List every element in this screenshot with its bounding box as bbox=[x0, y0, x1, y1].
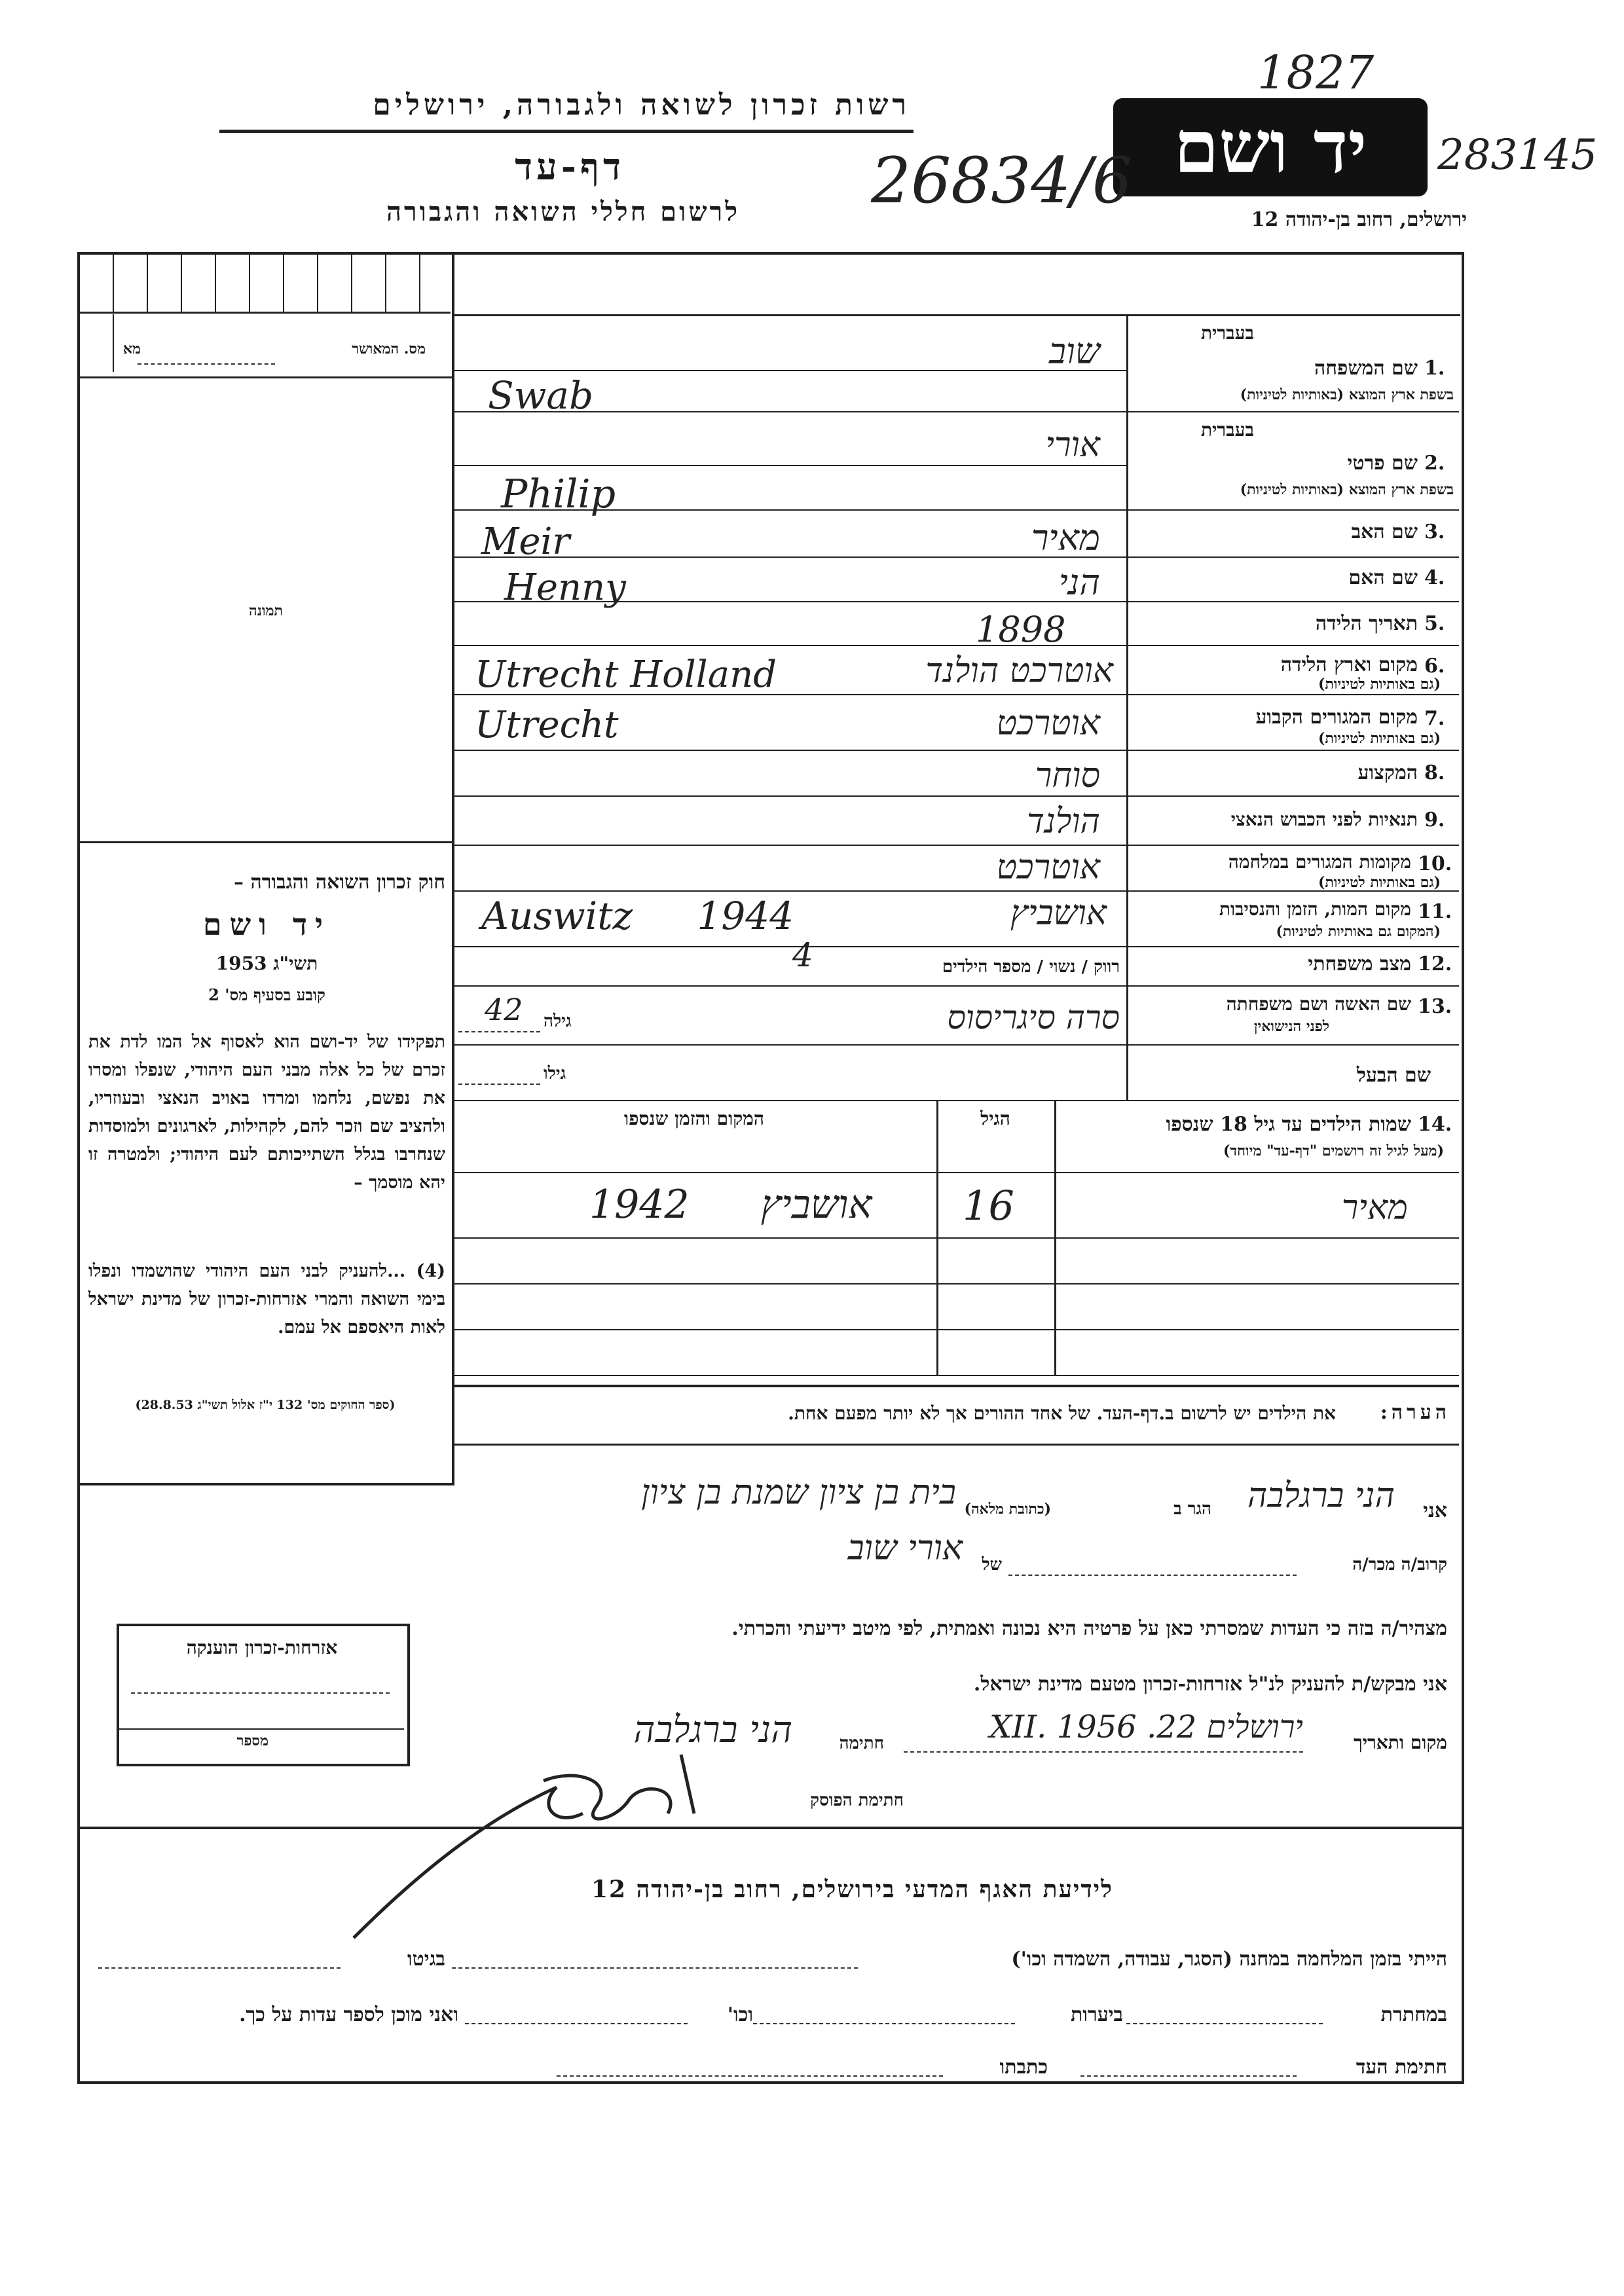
field13-he[interactable]: סרה סיגריסוס bbox=[947, 998, 1120, 1036]
law-panel-bottom bbox=[80, 1483, 454, 1485]
footer-testimony: ואני מוכן לספר עדות על כך. bbox=[239, 2003, 458, 2026]
declarant-ani: אני bbox=[1423, 1499, 1447, 1522]
footer-ghetto: בגיטו bbox=[407, 1948, 445, 1971]
field10-sub: (גם באותיות לטיניות) bbox=[1318, 874, 1441, 891]
field7-num: 7. bbox=[1424, 707, 1445, 730]
address: ירושלים, רחוב בן-יהודה 12 bbox=[1251, 208, 1467, 231]
field2-num: 2. bbox=[1424, 452, 1445, 475]
field6-he[interactable]: אוטרכט הולנד bbox=[925, 651, 1113, 691]
ref-handwritten: 26834/6 bbox=[871, 144, 1132, 217]
photo-box-bottom bbox=[80, 841, 452, 843]
field12-label: מצב משפחתי bbox=[1308, 953, 1411, 975]
children-num: 14. bbox=[1418, 1113, 1452, 1136]
field1-label: שם המשפחה bbox=[1314, 357, 1418, 380]
row-line bbox=[453, 845, 1459, 846]
approval-label-2: מא bbox=[122, 340, 141, 357]
field4-he[interactable]: הני bbox=[1058, 562, 1100, 603]
field2-lang: בעברית bbox=[1200, 419, 1254, 441]
husband-label: שם הבעל bbox=[1356, 1064, 1431, 1087]
field1-he[interactable]: שוב bbox=[1048, 331, 1100, 372]
relation-line bbox=[1008, 1575, 1297, 1576]
footer-camp: הייתי בזמן המלחמה במחנה (הסגר, עבודה, השמדה וכו') bbox=[1011, 1948, 1447, 1971]
row-line bbox=[453, 985, 1459, 987]
declarant-name[interactable]: הני ברגלבה bbox=[1247, 1476, 1395, 1516]
row-line bbox=[453, 795, 1459, 797]
field13-age-label: גילה bbox=[544, 1011, 572, 1031]
field11-label: מקום המות, הזמן והנסיבות bbox=[1219, 898, 1411, 920]
declarant-signature[interactable]: הני ברגלבה bbox=[633, 1709, 792, 1751]
residing-label: הגר ב bbox=[1173, 1499, 1211, 1519]
field10-num: 10. bbox=[1418, 852, 1452, 875]
footer-underground-line bbox=[1126, 2023, 1323, 2024]
field9-he[interactable]: הולנד bbox=[1027, 802, 1100, 841]
footer-witness-line bbox=[1080, 2075, 1297, 2077]
field1-latin[interactable]: Swab bbox=[488, 373, 594, 418]
relation-name[interactable]: אורי שוב bbox=[847, 1529, 963, 1568]
law-section: קובע בסעיף מס' 2 bbox=[208, 985, 325, 1004]
footer-forests: ביערות bbox=[1070, 2003, 1123, 2026]
field6-latin[interactable]: Utrecht Holland bbox=[475, 653, 777, 696]
law-year: תשי"ג 1953 bbox=[215, 953, 318, 974]
footer-camp-line bbox=[452, 1967, 858, 1969]
stamp-title: אזרחות-זכרון הוענקה bbox=[186, 1637, 338, 1658]
field9-label: תנאיות לפני הכבוש הנאצי bbox=[1230, 809, 1418, 830]
address-label: (כתובת מלאה) bbox=[964, 1501, 1051, 1518]
stamp-divider bbox=[119, 1728, 404, 1730]
left-column-border bbox=[452, 252, 454, 1483]
children-row-line bbox=[453, 1375, 1459, 1376]
declaration-1: מצהיר/ה בזה כי העדות שמסרתי כאן על פרטיה היא נכונה ואמתית, לפי מיטב ידיעתי והכרתי. bbox=[731, 1617, 1447, 1640]
child1-name[interactable]: מאיר bbox=[1341, 1188, 1408, 1228]
age-line bbox=[458, 1031, 540, 1032]
field12-options: רווק / נשוי / מספר הילדים bbox=[942, 957, 1120, 977]
field3-label: שם האב bbox=[1351, 520, 1418, 543]
top-row-divider bbox=[452, 314, 1460, 316]
field3-latin[interactable]: Meir bbox=[481, 520, 570, 563]
law-title: חוק זכרון השואה והגבורה – bbox=[234, 871, 445, 894]
field5-he[interactable]: 1898 bbox=[976, 609, 1066, 650]
official-sign-label: חתימת הפוסק bbox=[810, 1791, 904, 1810]
relation-of: של bbox=[982, 1555, 1002, 1575]
official-signature bbox=[341, 1741, 747, 1951]
photo-area: תמונה bbox=[249, 602, 283, 619]
field13-label: שם האשה ושם משפחתה bbox=[1226, 993, 1411, 1015]
footer-title: לידיעת האגף המדעי בירושלים, רחוב בן-יהודה 12 bbox=[591, 1876, 1113, 1903]
children-header-line bbox=[453, 1172, 1459, 1173]
law-text-2: (4) ...להעניק לבני העם היהודי שהושמדו ונפלו בימי השואה והמרי אזרחות-זכרון של מדינת ישראל לאות היאספם אל עמם. bbox=[88, 1261, 445, 1338]
footer-witness-sign: חתימת העד bbox=[1356, 2056, 1447, 2079]
note-bottom-line bbox=[453, 1444, 1459, 1446]
approval-line bbox=[138, 363, 275, 365]
field10-label: מקומות המגורים במלחמה bbox=[1228, 851, 1411, 873]
field2-he[interactable]: אורי bbox=[1045, 426, 1100, 465]
footer-etc: וכו' bbox=[727, 2003, 753, 2026]
place-date-line bbox=[904, 1751, 1303, 1753]
field3-num: 3. bbox=[1424, 520, 1445, 543]
field8-he[interactable]: סוחר bbox=[1035, 756, 1100, 795]
field1-lang: בעברית bbox=[1200, 322, 1254, 344]
children-row-line bbox=[453, 1329, 1459, 1330]
field6-label: מקום וארץ הלידה bbox=[1280, 653, 1418, 676]
side-number: 283145 bbox=[1437, 131, 1598, 179]
field10-he[interactable]: אוטרכט bbox=[996, 848, 1100, 887]
children-col-2 bbox=[936, 1101, 938, 1376]
children-sub: (מעל לגיל זה רושמים "דף-עד" מיוחד) bbox=[1223, 1142, 1444, 1159]
husband-age-line bbox=[458, 1084, 540, 1085]
field12-children-count[interactable]: 4 bbox=[792, 936, 813, 974]
field7-latin[interactable]: Utrecht bbox=[475, 704, 619, 746]
declarant-address[interactable]: בית בן ציון שמנת בן ציון bbox=[641, 1473, 956, 1512]
note-top-line bbox=[453, 1385, 1459, 1387]
children-row-line bbox=[453, 1283, 1459, 1285]
org-name: רשות זכרון לשואה ולגבורה, ירושלים bbox=[373, 88, 910, 122]
children-col-place: המקום והזמן שנספו bbox=[624, 1108, 764, 1129]
field13-sub: לפני הנישואין bbox=[1253, 1018, 1329, 1035]
children-label: שמות הילדים עד גיל 18 שנספו bbox=[1166, 1113, 1411, 1136]
field4-num: 4. bbox=[1424, 566, 1445, 589]
footer-address: כתבתו bbox=[999, 2056, 1048, 2079]
row-line bbox=[453, 946, 1459, 947]
id-boxes bbox=[80, 254, 451, 314]
children-col-1 bbox=[1054, 1101, 1056, 1376]
field9-num: 9. bbox=[1424, 809, 1445, 831]
field13-num: 13. bbox=[1418, 995, 1452, 1018]
form-subtitle: לרשום חללי השואה והגבורה bbox=[386, 196, 741, 227]
row-line bbox=[453, 411, 1459, 412]
stamp-line bbox=[131, 1692, 390, 1694]
field7-he[interactable]: אוטרכט bbox=[996, 704, 1100, 743]
row-line bbox=[453, 465, 1128, 466]
label-column-border bbox=[1126, 314, 1128, 1100]
field2-sub: בשפת ארץ המוצא (באותיות לטיניות) bbox=[1240, 481, 1454, 498]
field7-sub: (גם באותיות לטיניות) bbox=[1318, 730, 1441, 747]
sign-label: חתימה bbox=[839, 1734, 884, 1753]
field11-he[interactable]: אושביץ bbox=[1010, 894, 1107, 933]
field11-sub: (המקום גם באותיות לטיניות) bbox=[1276, 923, 1441, 940]
stamp-number-label: מספר bbox=[236, 1732, 268, 1749]
footer-address-line bbox=[557, 2075, 943, 2077]
law-logo: יד ושם bbox=[202, 907, 331, 942]
note-text: את הילדים יש לרשום ב.דף-העד. של אחד ההורים אך לא יותר מפעם אחת. bbox=[788, 1402, 1336, 1424]
children-col-age: הגיל bbox=[980, 1108, 1010, 1129]
law-reference: (ספר החוקים מס' 132 י"ז אלול תשי"ג 28.8.53) bbox=[135, 1398, 396, 1412]
field6-sub: (גם באותיות לטיניות) bbox=[1318, 676, 1441, 693]
field5-label: תאריך הלידה bbox=[1315, 612, 1418, 635]
field13-age[interactable]: 42 bbox=[485, 992, 523, 1027]
approval-label: מס. המאושר bbox=[352, 340, 426, 357]
field12-num: 12. bbox=[1418, 953, 1452, 975]
top-number: 1827 bbox=[1257, 46, 1375, 100]
relation-label: קרוב/ה מכר/ה bbox=[1352, 1555, 1447, 1575]
declaration-2: אני מבקש/ת להעניק לנ"ל אזרחות-זכרון מטעם מדינת ישראל. bbox=[973, 1673, 1447, 1696]
place-date[interactable]: ירושלים 22. XII. 1956 bbox=[989, 1709, 1303, 1745]
field11-num: 11. bbox=[1418, 900, 1452, 923]
footer-underground: במחתרת bbox=[1380, 2003, 1447, 2026]
child1-place[interactable]: 1942 אושביץ bbox=[589, 1182, 872, 1228]
child1-age[interactable]: 16 bbox=[963, 1182, 1014, 1230]
photo-box-top bbox=[80, 376, 452, 378]
footer-ghetto-line bbox=[98, 1967, 341, 1969]
field1-sub: בשפת ארץ המוצא (באותיות לטיניות) bbox=[1240, 386, 1454, 403]
field11-latin[interactable]: Auswitz 1944 bbox=[481, 894, 794, 938]
row-line bbox=[453, 1044, 1459, 1046]
row-line bbox=[453, 645, 1459, 646]
row-line bbox=[453, 750, 1459, 751]
field1-num: 1. bbox=[1424, 357, 1445, 380]
row-line bbox=[453, 1100, 1459, 1101]
yad-vashem-logo: יד ושם bbox=[1113, 98, 1428, 196]
footer-top-line bbox=[77, 1827, 1462, 1829]
field3-he[interactable]: מאיר bbox=[1031, 517, 1100, 558]
field7-label: מקום המגורים הקבוע bbox=[1255, 706, 1418, 729]
footer-forests-line bbox=[753, 2023, 1015, 2024]
note-label: הערה: bbox=[1380, 1401, 1450, 1424]
form-title: דף-עד bbox=[515, 145, 625, 189]
husband-age-label: גילו bbox=[544, 1064, 566, 1084]
law-text-1: תפקידו של יד-ושם הוא לאסוף אל המו לדת את זכרם של כל אלה מבני העם היהודי, שנפלו ומסרו את נפשם, נלחמו ומרדו באויב הנאצי ובעוזריו, ולהציב שם וזכר להם, לקהילות, לארגונים ולמוסדות שנחרבו בגלל השתייכותם לעם היהודי; ולמטרה זו יהא מוסמך – bbox=[88, 1032, 445, 1193]
field8-label: המקצוע bbox=[1357, 761, 1418, 784]
footer-etc-line bbox=[465, 2023, 688, 2024]
org-underline bbox=[219, 130, 913, 133]
field6-num: 6. bbox=[1424, 655, 1445, 678]
field5-num: 5. bbox=[1424, 612, 1445, 635]
children-row-line bbox=[453, 1237, 1459, 1239]
field4-latin[interactable]: Henny bbox=[504, 566, 626, 609]
field8-num: 8. bbox=[1424, 761, 1445, 784]
field4-label: שם האם bbox=[1348, 566, 1418, 589]
place-date-label: מקום ותאריך bbox=[1353, 1732, 1447, 1753]
field2-latin[interactable]: Philip bbox=[501, 471, 616, 517]
field2-label: שם פרטי bbox=[1347, 452, 1418, 475]
